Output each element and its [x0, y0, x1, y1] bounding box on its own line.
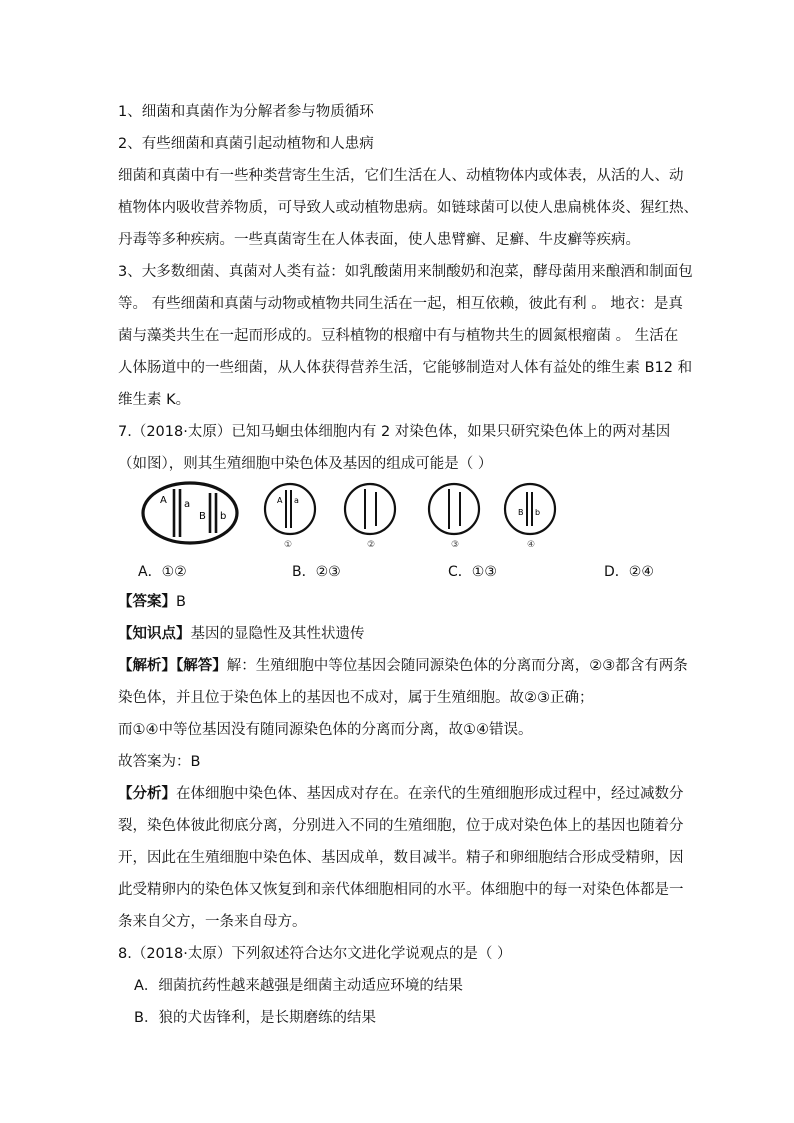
paragraph-beneficial-line5: 维生素 K。: [118, 392, 191, 408]
analysis-line4: 故答案为：B: [118, 754, 201, 770]
paragraph-decomposer: 1、细菌和真菌作为分解者参与物质循环: [118, 104, 374, 120]
answer-tag: 【答案】: [118, 594, 176, 610]
question-7-option-d: D．②④: [604, 564, 654, 580]
analysis-tag: 【解析】【解答】: [118, 658, 227, 674]
question-7-option-c: C．①③: [448, 564, 497, 580]
answer-value: B: [176, 594, 186, 610]
analysis-line1: [118, 656, 688, 676]
cell-1-gene-a: a: [294, 496, 299, 505]
paragraph-disease-heading: 2、有些细菌和真菌引起动植物和人患病: [118, 136, 374, 152]
knowledge-line: [118, 624, 365, 644]
fenxi-tag: 【分析】: [118, 786, 176, 802]
gene-label-A: A: [160, 495, 167, 506]
question-8-stem: 8.（2018·太原）下列叙述符合达尔文进化学说观点的是（ ）: [118, 946, 512, 962]
paragraph-beneficial-line2: 等。 有些细菌和真菌与动物或植物共同生活在一起，相互依赖，彼此有利 。 地衣：是真: [118, 296, 683, 312]
analysis-line3: 而①④中等位基因没有随同源染色体的分离而分离，故①④错误。: [118, 722, 533, 738]
question-8-option-b: B．狼的犬齿锋利，是长期磨练的结果: [134, 1010, 376, 1026]
fenxi-text-1: 在体细胞中染色体、基因成对存在。在亲代的生殖细胞形成过程中，经过减数分: [176, 786, 684, 802]
chromosome-figure: [140, 475, 570, 557]
cell-4-outline: [505, 484, 555, 534]
cell-label-2: ②: [367, 540, 376, 550]
cell-1-gene-A: A: [277, 496, 283, 505]
gene-label-a: a: [184, 499, 191, 510]
analysis-line2: 染色体，并且位于染色体上的基因也不成对，属于生殖细胞。故②③正确；: [118, 690, 594, 706]
fenxi-line3: 开，因此在生殖细胞中染色体、基因成单，数目减半。精子和卵细胞结合形成受精卵，因: [118, 850, 684, 866]
paragraph-beneficial-line4: 人体肠道中的一些细菌，从人体获得营养生活，它能够制造对人体有益处的维生素 B12 和: [118, 360, 693, 376]
cell-3-outline: [429, 484, 479, 534]
fenxi-line5: 条来自父方，一条来自母方。: [118, 914, 307, 930]
paragraph-parasite-line2: 植物体内吸收营养物质，可导致人或动植物患病。如链球菌可以使人患扁桃体炎、猩红热、: [118, 200, 698, 216]
cell-4-gene-b: b: [535, 508, 541, 517]
gene-label-B: B: [199, 511, 206, 522]
fenxi-line2: 裂，染色体彼此彻底分离，分别进入不同的生殖细胞，位于成对染色体上的基因也随着分: [118, 818, 684, 834]
question-8-option-a: A．细菌抗药性越来越强是细菌主动适应环境的结果: [134, 978, 463, 994]
cell-2-outline: [345, 484, 395, 534]
paragraph-parasite-line3: 丹毒等多种疾病。一些真菌寄生在人体表面，使人患臂癣、足癣、牛皮癣等疾病。: [118, 232, 640, 248]
question-7-option-a: A．①②: [138, 564, 187, 580]
cell-label-1: ①: [284, 540, 293, 550]
cell-label-3: ③: [451, 540, 460, 550]
fenxi-line1: [118, 784, 684, 804]
paragraph-beneficial-line1: 3、大多数细菌、真菌对人类有益：如乳酸菌用来制酸奶和泡菜，酵母菌用来酿酒和制面包: [118, 264, 693, 280]
question-7-stem-line1: 7.（2018·太原）已知马蛔虫体细胞内有 2 对染色体，如果只研究染色体上的两对基因: [118, 424, 671, 440]
fenxi-line4: 此受精卵内的染色体又恢复到和亲代体细胞相同的水平。体细胞中的每一对染色体都是一: [118, 882, 684, 898]
knowledge-value: 基因的显隐性及其性状遗传: [190, 626, 365, 642]
paragraph-parasite-line1: 细菌和真菌中有一些种类营寄生生活，它们生活在人、动植物体内或体表，从活的人、动: [118, 168, 684, 184]
answer-line: [118, 592, 186, 612]
cell-label-4: ④: [527, 540, 536, 550]
analysis-text-1: 解：生殖细胞中等位基因会随同源染色体的分离而分离，②③都含有两条: [226, 658, 688, 674]
question-7-option-b: B．②③: [292, 564, 341, 580]
cell-4-gene-B: B: [518, 508, 524, 517]
question-7-stem-line2: （如图），则其生殖细胞中染色体及基因的组成可能是（ ）: [118, 456, 493, 472]
gene-label-b: b: [220, 511, 227, 522]
knowledge-tag: 【知识点】: [118, 626, 191, 642]
paragraph-beneficial-line3: 菌与藻类共生在一起而形成的。豆科植物的根瘤中有与植物共生的圆氮根瘤菌 。 生活在: [118, 328, 679, 344]
